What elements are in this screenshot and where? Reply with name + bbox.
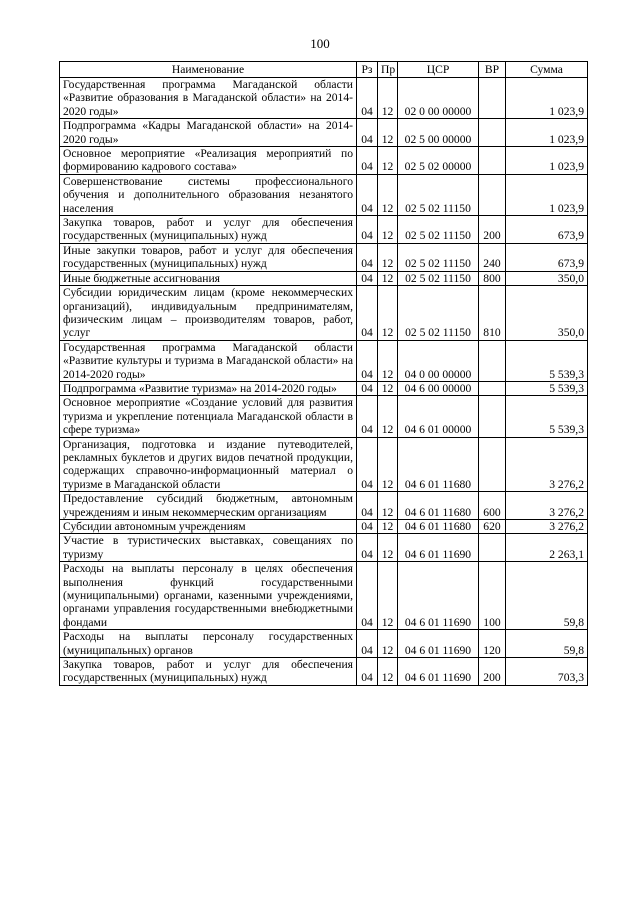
cell-rz: 04	[357, 381, 378, 395]
cell-name: Иные бюджетные ассигнования	[60, 271, 357, 285]
cell-vr	[479, 534, 506, 562]
cell-vr	[479, 340, 506, 381]
header-vr: ВР	[479, 62, 506, 78]
cell-name: Подпрограмма «Развитие туризма» на 2014-2020 годы»	[60, 381, 357, 395]
cell-sum: 1 023,9	[506, 147, 588, 175]
cell-name: Участие в туристических выставках, совещаниях по туризму	[60, 534, 357, 562]
cell-pr: 12	[378, 340, 398, 381]
table-row	[60, 286, 588, 341]
table-row	[60, 396, 588, 437]
cell-sum: 3 276,2	[506, 520, 588, 534]
cell-sum: 2 263,1	[506, 534, 588, 562]
cell-rz: 04	[357, 562, 378, 630]
table-row	[60, 658, 588, 686]
cell-pr: 12	[378, 216, 398, 244]
cell-sum: 673,9	[506, 243, 588, 271]
cell-csr: 04 6 01 11690	[398, 534, 479, 562]
table-row	[60, 243, 588, 271]
header-csr: ЦСР	[398, 62, 479, 78]
table-row	[60, 340, 588, 381]
cell-csr: 02 5 02 11150	[398, 216, 479, 244]
cell-vr: 600	[479, 492, 506, 520]
table-row	[60, 271, 588, 285]
cell-csr: 04 6 01 11690	[398, 630, 479, 658]
cell-name: Расходы на выплаты персоналу государственных (муниципальных) органов	[60, 630, 357, 658]
cell-pr: 12	[378, 562, 398, 630]
cell-pr: 12	[378, 492, 398, 520]
cell-csr: 02 0 00 00000	[398, 78, 479, 119]
table-header-row	[60, 62, 588, 78]
cell-rz: 04	[357, 243, 378, 271]
cell-rz: 04	[357, 174, 378, 215]
cell-csr: 02 5 00 00000	[398, 119, 479, 147]
cell-vr: 240	[479, 243, 506, 271]
table-row	[60, 437, 588, 492]
cell-name: Организация, подготовка и издание путеводителей, рекламных буклетов и других видов печатной продукции, содержащих справочно-информационный материал о туризме в Магаданской области	[60, 437, 357, 492]
cell-rz: 04	[357, 658, 378, 686]
cell-csr: 02 5 02 11150	[398, 286, 479, 341]
cell-csr: 04 6 01 00000	[398, 396, 479, 437]
cell-rz: 04	[357, 271, 378, 285]
cell-vr	[479, 381, 506, 395]
cell-rz: 04	[357, 340, 378, 381]
cell-name: Государственная программа Магаданской области «Развитие культуры и туризма в Магаданской области» на 2014-2020 годы»	[60, 340, 357, 381]
cell-pr: 12	[378, 437, 398, 492]
cell-name: Расходы на выплаты персоналу в целях обеспечения выполнения функций государственными (муниципальными) органами, казенными учреждениями, органами управления государственными внебюджетными фондами	[60, 562, 357, 630]
cell-sum: 3 276,2	[506, 437, 588, 492]
table-row	[60, 216, 588, 244]
cell-rz: 04	[357, 147, 378, 175]
cell-rz: 04	[357, 437, 378, 492]
cell-pr: 12	[378, 658, 398, 686]
budget-table	[59, 61, 588, 686]
cell-vr: 200	[479, 216, 506, 244]
cell-vr: 620	[479, 520, 506, 534]
table-row	[60, 119, 588, 147]
cell-sum: 1 023,9	[506, 78, 588, 119]
cell-sum: 3 276,2	[506, 492, 588, 520]
cell-csr: 04 0 00 00000	[398, 340, 479, 381]
cell-rz: 04	[357, 216, 378, 244]
cell-name: Основное мероприятие «Реализация мероприятий по формированию кадрового состава»	[60, 147, 357, 175]
cell-csr: 02 5 02 11150	[398, 271, 479, 285]
cell-name: Закупка товаров, работ и услуг для обеспечения государственных (муниципальных) нужд	[60, 216, 357, 244]
cell-csr: 02 5 02 00000	[398, 147, 479, 175]
cell-sum: 5 539,3	[506, 396, 588, 437]
cell-name: Предоставление субсидий бюджетным, автономным учреждениям и иным некоммерческим организациям	[60, 492, 357, 520]
cell-vr: 120	[479, 630, 506, 658]
cell-csr: 04 6 01 11690	[398, 562, 479, 630]
table-row	[60, 520, 588, 534]
cell-rz: 04	[357, 78, 378, 119]
table-row	[60, 492, 588, 520]
cell-sum: 673,9	[506, 216, 588, 244]
cell-rz: 04	[357, 630, 378, 658]
cell-csr: 04 6 01 11690	[398, 658, 479, 686]
table-row	[60, 534, 588, 562]
cell-pr: 12	[378, 381, 398, 395]
cell-sum: 1 023,9	[506, 174, 588, 215]
cell-vr	[479, 174, 506, 215]
cell-name: Подпрограмма «Кадры Магаданской области» на 2014-2020 годы»	[60, 119, 357, 147]
cell-sum: 350,0	[506, 286, 588, 341]
table-row	[60, 147, 588, 175]
table-row	[60, 174, 588, 215]
cell-name: Субсидии юридическим лицам (кроме некоммерческих организаций), индивидуальным предпринимателям, физическим лицам – производителям товаров, работ, услуг	[60, 286, 357, 341]
cell-sum: 1 023,9	[506, 119, 588, 147]
cell-pr: 12	[378, 147, 398, 175]
cell-pr: 12	[378, 271, 398, 285]
cell-pr: 12	[378, 396, 398, 437]
cell-vr: 810	[479, 286, 506, 341]
cell-vr	[479, 437, 506, 492]
cell-pr: 12	[378, 78, 398, 119]
cell-sum: 59,8	[506, 630, 588, 658]
table-row	[60, 562, 588, 630]
cell-rz: 04	[357, 396, 378, 437]
cell-sum: 703,3	[506, 658, 588, 686]
cell-csr: 04 6 01 11680	[398, 492, 479, 520]
cell-vr	[479, 147, 506, 175]
cell-vr: 200	[479, 658, 506, 686]
cell-name: Основное мероприятие «Создание условий для развития туризма и укрепление потенциала Магаданской области в сфере туризма»	[60, 396, 357, 437]
header-rz: Рз	[357, 62, 378, 78]
cell-sum: 5 539,3	[506, 381, 588, 395]
table-row	[60, 78, 588, 119]
cell-sum: 59,8	[506, 562, 588, 630]
table-row	[60, 630, 588, 658]
cell-rz: 04	[357, 534, 378, 562]
cell-pr: 12	[378, 534, 398, 562]
header-sum: Сумма	[506, 62, 588, 78]
cell-name: Государственная программа Магаданской области «Развитие образования в Магаданской области» на 2014-2020 годы»	[60, 78, 357, 119]
cell-pr: 12	[378, 286, 398, 341]
cell-vr: 800	[479, 271, 506, 285]
header-pr: Пр	[378, 62, 398, 78]
table-row	[60, 381, 588, 395]
cell-vr	[479, 119, 506, 147]
cell-csr: 02 5 02 11150	[398, 243, 479, 271]
cell-pr: 12	[378, 520, 398, 534]
header-name: Наименование	[60, 62, 357, 78]
cell-rz: 04	[357, 492, 378, 520]
cell-vr	[479, 78, 506, 119]
cell-sum: 5 539,3	[506, 340, 588, 381]
cell-csr: 04 6 01 11680	[398, 520, 479, 534]
cell-pr: 12	[378, 119, 398, 147]
table-body	[60, 78, 588, 686]
cell-rz: 04	[357, 520, 378, 534]
cell-csr: 04 6 00 00000	[398, 381, 479, 395]
cell-pr: 12	[378, 243, 398, 271]
cell-name: Закупка товаров, работ и услуг для обеспечения государственных (муниципальных) нужд	[60, 658, 357, 686]
cell-vr: 100	[479, 562, 506, 630]
cell-name: Иные закупки товаров, работ и услуг для обеспечения государственных (муниципальных) нужд	[60, 243, 357, 271]
cell-pr: 12	[378, 630, 398, 658]
cell-csr: 04 6 01 11680	[398, 437, 479, 492]
cell-name: Субсидии автономным учреждениям	[60, 520, 357, 534]
cell-rz: 04	[357, 119, 378, 147]
cell-name: Совершенствование системы профессионального обучения и дополнительного образования незанятого населения	[60, 174, 357, 215]
cell-sum: 350,0	[506, 271, 588, 285]
page-number: 100	[310, 36, 330, 51]
cell-rz: 04	[357, 286, 378, 341]
cell-pr: 12	[378, 174, 398, 215]
cell-csr: 02 5 02 11150	[398, 174, 479, 215]
cell-vr	[479, 396, 506, 437]
